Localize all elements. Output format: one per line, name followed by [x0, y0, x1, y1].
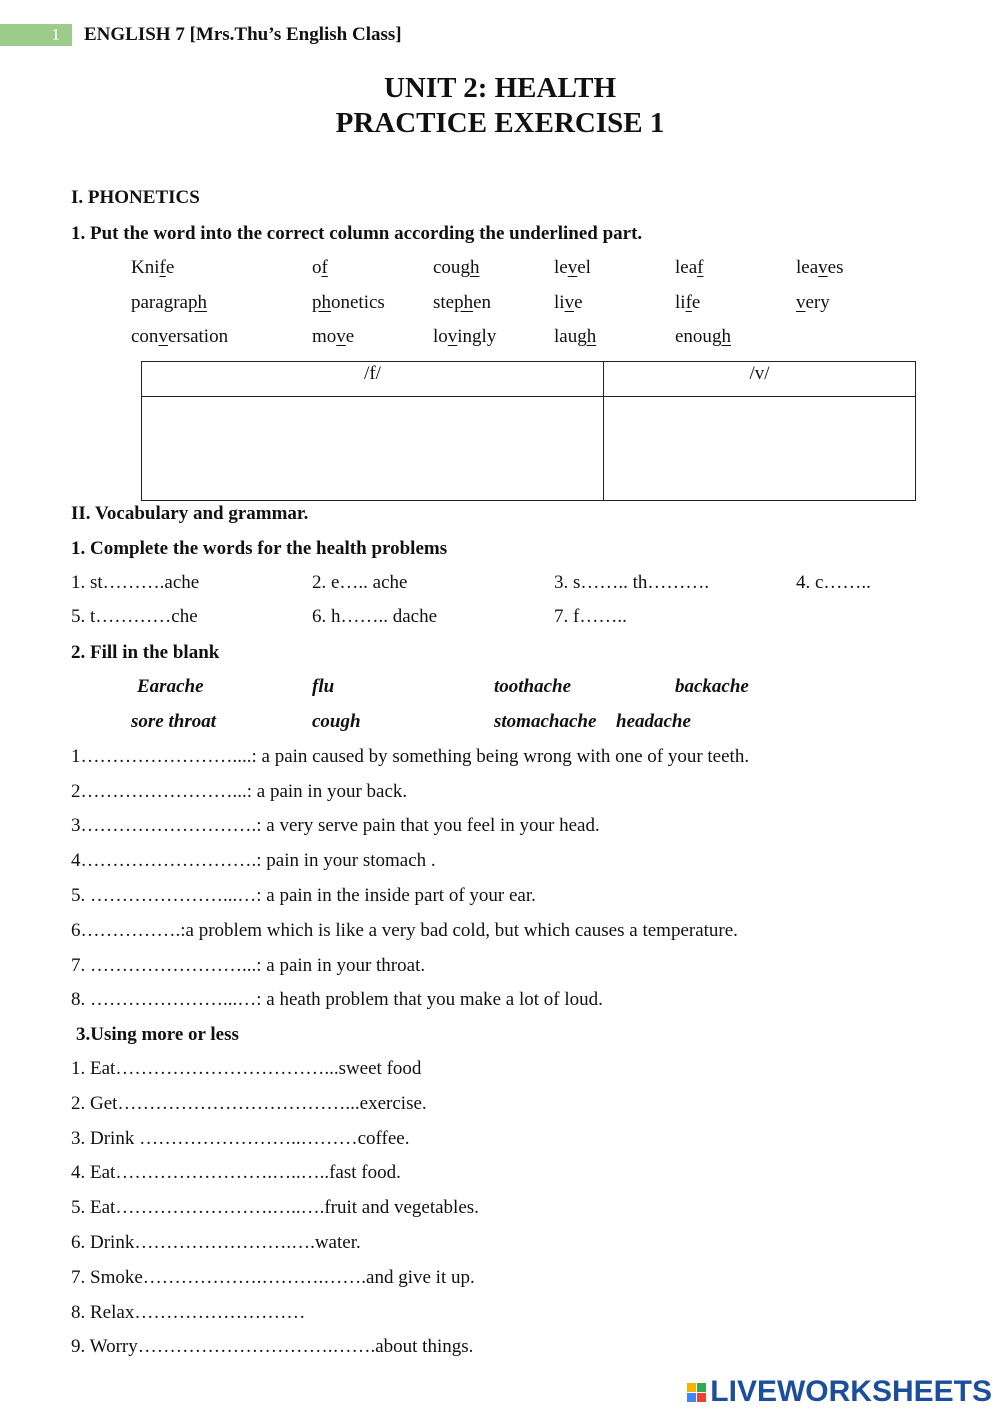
word-item: phonetics: [312, 292, 385, 313]
fill-blank-item[interactable]: 6…………….:a problem which is like a very bad cold, but which causes a temperature.: [71, 920, 738, 941]
liveworksheets-logo[interactable]: [687, 1375, 992, 1409]
health-word-item[interactable]: 3. s…….. th……….: [554, 572, 710, 593]
more-less-item[interactable]: 8. Relax………………………: [71, 1302, 306, 1323]
more-less-item[interactable]: 9. Worry………………………….…….about things.: [71, 1336, 474, 1357]
fill-blank-item[interactable]: 2……………………...: a pain in your back.: [71, 781, 408, 802]
word-bank-item: sore throat: [131, 711, 216, 732]
word-bank-item: backache: [675, 676, 749, 697]
liveworksheets-logo-text: LIVEWORKSHEETS: [710, 1375, 992, 1408]
fill-blank-item[interactable]: 1……………………....: a pain caused by something being wrong with one of your teeth.: [71, 746, 750, 767]
word-bank-item: headache: [616, 711, 691, 732]
liveworksheets-logo-mark-icon: [687, 1383, 706, 1402]
section-phonetics-heading: I. PHONETICS: [71, 187, 200, 208]
word-item: stephen: [433, 292, 492, 313]
word-item: Knife: [131, 257, 175, 278]
word-item: leaf: [675, 257, 704, 278]
column-v-answer-cell[interactable]: [604, 397, 916, 501]
phonetics-task-instruction: 1. Put the word into the correct column according the underlined part.: [71, 223, 643, 244]
more-less-item[interactable]: 1. Eat……………………………...sweet food: [71, 1058, 422, 1079]
word-item: very: [796, 292, 830, 313]
word-item: conversation: [131, 326, 229, 347]
word-item: leaves: [796, 257, 844, 278]
health-word-item[interactable]: 2. e….. ache: [312, 572, 408, 593]
word-item: cough: [433, 257, 480, 278]
word-item: of: [312, 257, 328, 278]
health-word-item[interactable]: 4. c……..: [796, 572, 871, 593]
health-word-item[interactable]: 7. f……..: [554, 606, 627, 627]
fill-blank-item[interactable]: 7. ……………………...: a pain in your throat.: [71, 955, 426, 976]
exercise-title: PRACTICE EXERCISE 1: [335, 107, 665, 139]
column-v-header: /v/: [604, 362, 916, 397]
word-item: laugh: [554, 326, 597, 347]
column-f-header: /f/: [142, 362, 604, 397]
word-bank-item: stomachache: [494, 711, 597, 732]
more-less-item[interactable]: 7. Smoke……………….……….…….and give it up.: [71, 1267, 475, 1288]
health-problems-task-heading: 1. Complete the words for the health problems: [71, 538, 448, 559]
word-item: move: [312, 326, 355, 347]
word-bank-item: toothache: [494, 676, 572, 697]
word-bank-item: flu: [312, 676, 335, 697]
more-less-item[interactable]: 5. Eat…………………….…..….fruit and vegetables.: [71, 1197, 479, 1218]
column-f-answer-cell[interactable]: [142, 397, 604, 501]
word-item: live: [554, 292, 583, 313]
word-item: lovingly: [433, 326, 497, 347]
unit-title: UNIT 2: HEALTH: [383, 72, 617, 104]
health-word-item[interactable]: 6. h…….. dache: [312, 606, 438, 627]
more-less-item[interactable]: 6. Drink…………………….….water.: [71, 1232, 361, 1253]
section-vocabulary-heading: II. Vocabulary and grammar.: [71, 503, 309, 524]
more-less-task-heading: 3.Using more or less: [76, 1024, 239, 1045]
fill-blank-item[interactable]: 5. …………………...…: a pain in the inside part of your ear.: [71, 885, 536, 906]
word-bank-item: cough: [312, 711, 361, 732]
more-less-item[interactable]: 2. Get………………………………...exercise.: [71, 1093, 427, 1114]
more-less-item[interactable]: 4. Eat…………………….…..…..fast food.: [71, 1162, 401, 1183]
page-number: 1: [0, 24, 72, 46]
word-item: life: [675, 292, 701, 313]
fill-blank-task-heading: 2. Fill in the blank: [71, 642, 220, 663]
fill-blank-item[interactable]: 3……………………….: a very serve pain that you feel in your head.: [71, 815, 600, 836]
word-item: level: [554, 257, 591, 278]
health-word-item[interactable]: 5. t…………che: [71, 606, 198, 627]
more-less-item[interactable]: 3. Drink ……………………..………coffee.: [71, 1128, 410, 1149]
phonetics-answer-table: [141, 361, 916, 501]
header-title: ENGLISH 7 [Mrs.Thu’s English Class]: [84, 24, 402, 45]
word-item: enough: [675, 326, 731, 347]
fill-blank-item[interactable]: 4……………………….: pain in your stomach .: [71, 850, 436, 871]
fill-blank-item[interactable]: 8. …………………...…: a heath problem that you make a lot of loud.: [71, 989, 603, 1010]
word-bank-item: Earache: [137, 676, 204, 697]
health-word-item[interactable]: 1. st……….ache: [71, 572, 200, 593]
word-item: paragraph: [131, 292, 207, 313]
